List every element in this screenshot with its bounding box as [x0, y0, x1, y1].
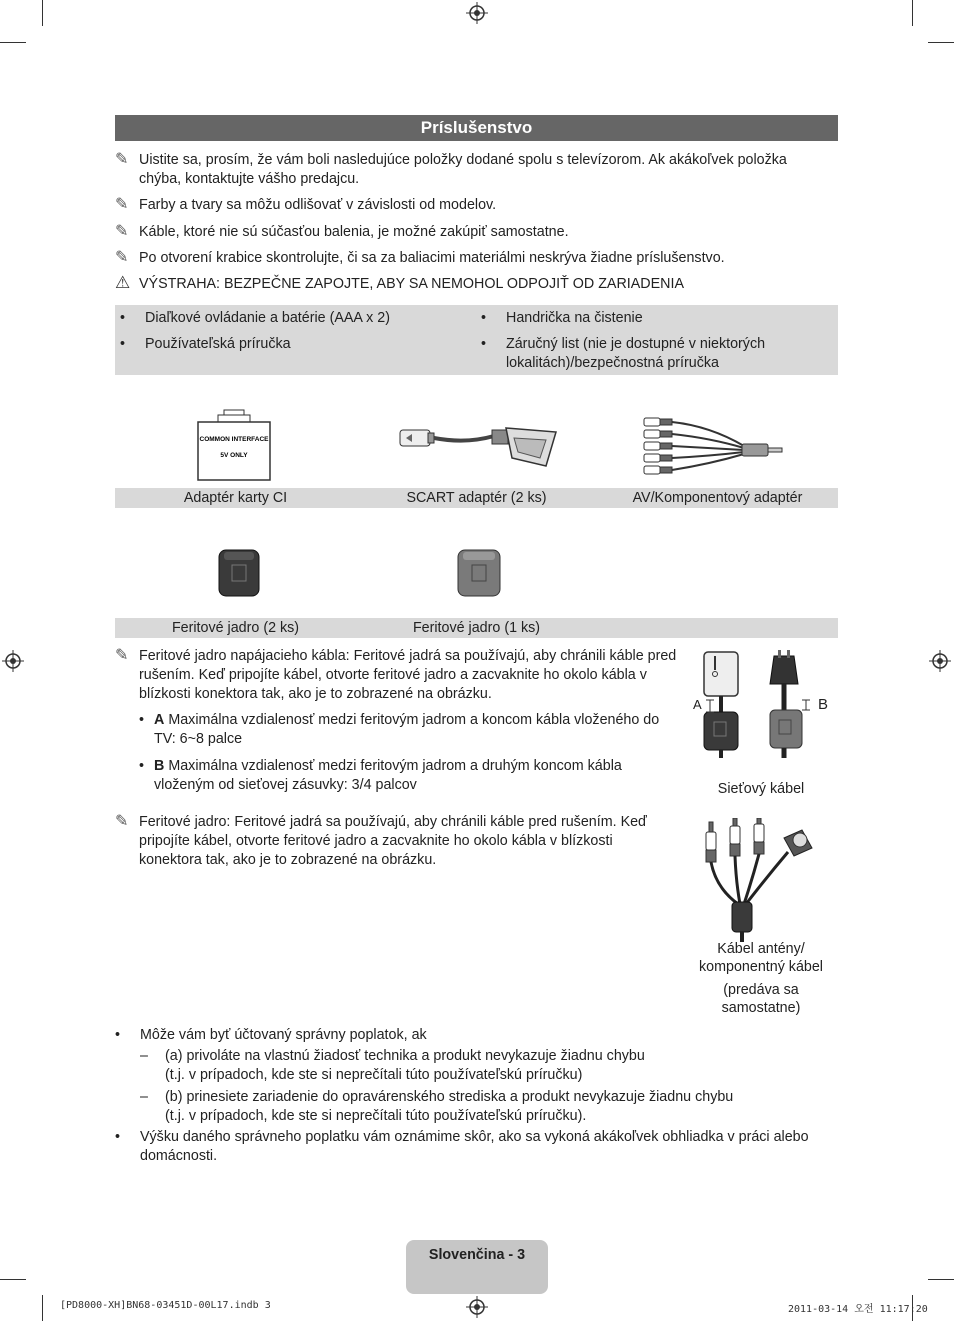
- accessory-caption: AV/Komponentový adaptér: [632, 490, 803, 506]
- warning-icon: ⚠: [115, 273, 131, 292]
- warning: [115, 275, 835, 294]
- section-title: Príslušenstvo: [115, 115, 838, 141]
- registration-mark-icon: [466, 1296, 488, 1318]
- print-info-left: [PD8000-XH]BN68-03451D-00L17.indb 3: [60, 1300, 271, 1311]
- note: [115, 196, 815, 215]
- sub-item: (b) prinesiete zariadenie do opravárenského strediska a produkt nevykazuje žiadnu chybu (t.j. v prípadoch, kde ste si neprečítali túto používateľskú príručku).: [165, 1089, 734, 1124]
- label-b: B: [818, 696, 829, 713]
- note-text: Uistite sa, prosím, že vám boli nasledujúce položky dodané spolu s televízorom. Ak akákoľvek položka chýba, kontaktujte vášho predajcu.: [139, 152, 787, 187]
- list-item: • Handrička na čistenie: [481, 310, 643, 326]
- ferrite-core-dark-illustration: [216, 547, 262, 599]
- note: [115, 249, 815, 268]
- ci-card-adapter-illustration: [194, 408, 274, 484]
- list-item: • Môže vám byť účtovaný správny poplatok, ak: [115, 1027, 427, 1043]
- ferrite-power-note: ✎ Feritové jadro napájacieho kábla: Feritové jadrá sa používajú, aby chránili káble pred rušením. Keď pripojíte kábel, otvorte feritové jadro a zacvaknite ho okolo kábla v blízkosti konektora tak, ako je to zobrazené na obrázku.: [115, 647, 677, 702]
- pen-icon: ✎: [115, 151, 129, 168]
- figure-caption: Kábel antény/ komponentný kábel: [699, 941, 823, 975]
- dash-icon: –: [140, 1089, 148, 1105]
- note-text: Káble, ktoré nie sú súčasťou balenia, je možné zakúpiť samostatne.: [139, 224, 569, 240]
- note-text: Farby a tvary sa môžu odlišovať v závislosti od modelov.: [139, 197, 497, 213]
- crop-mark: [912, 0, 913, 26]
- crop-mark: [42, 1295, 43, 1321]
- accessory-caption: SCART adaptér (2 ks): [406, 490, 547, 506]
- sub-item: (a) privoláte na vlastnú žiadosť technika a produkt nevykazuje žiadnu chybu (t.j. v prípadoch, kde ste si neprečítali túto používateľskú príručku): [165, 1048, 645, 1083]
- pen-icon: ✎: [115, 223, 129, 240]
- pen-icon: ✎: [115, 813, 129, 830]
- print-info-right: 2011-03-14 오전 11:17:20: [788, 1304, 928, 1315]
- list-item: • Záručný list (nie je dostupné v niektorých lokalitách)/bezpečnostná príručka: [481, 336, 766, 371]
- list-item: • A Maximálna vzdialenosť medzi feritovým jadrom a koncom kábla vloženého do TV: 6~8 palce: [139, 712, 660, 747]
- crop-mark: [42, 0, 43, 26]
- list-item: • Výšku daného správneho poplatku vám oznámime skôr, ako sa vykoná akákoľvek obhliadka v práci alebo domácnosti.: [115, 1129, 809, 1164]
- page-number: Slovenčina - 3: [406, 1240, 548, 1294]
- note: [115, 223, 815, 242]
- power-cable-illustration: [690, 650, 835, 760]
- crop-mark: [0, 42, 26, 43]
- list-item: • Diaľkové ovládanie a batérie (AAA x 2): [120, 310, 390, 326]
- crop-mark: [928, 1279, 954, 1280]
- pen-icon: ✎: [115, 249, 129, 266]
- warning-text: VÝSTRAHA: BEZPEČNE ZAPOJTE, ABY SA NEMOHOL ODPOJIŤ OD ZARIADENIA: [139, 276, 684, 292]
- registration-mark-icon: [929, 650, 951, 672]
- crop-mark: [0, 1279, 26, 1280]
- label-a: A: [693, 697, 702, 712]
- av-component-adapter-illustration: [640, 412, 786, 482]
- accessory-caption: Feritové jadro (2 ks): [171, 620, 300, 636]
- ferrite-other-note: ✎ Feritové jadro: Feritové jadrá sa používajú, aby chránili káble pred rušením. Keď pripojíte kábel, otvorte feritové jadro a zacvaknite ho okolo kábla v blízkosti konektora tak, ako je to zobrazené na obrázku.: [115, 813, 647, 868]
- antenna-component-cable-illustration: [696, 818, 826, 942]
- ci-card-label: COMMON INTERFACE: [199, 436, 269, 443]
- pen-icon: ✎: [115, 647, 129, 664]
- note: [115, 151, 815, 189]
- ferrite-core-gray-illustration: [455, 547, 503, 599]
- registration-mark-icon: [2, 650, 24, 672]
- list-item: • Používateľská príručka: [120, 336, 291, 352]
- crop-mark: [928, 42, 954, 43]
- figure-caption: Sieťový kábel: [717, 781, 805, 797]
- accessory-caption: Adaptér karty CI: [183, 490, 288, 506]
- note-text: Po otvorení krabice skontrolujte, či sa za baliacimi materiálmi neskrýva žiadne príslušenstvo.: [139, 250, 725, 266]
- scart-adapter-illustration: [396, 418, 558, 474]
- registration-mark-icon: [466, 2, 488, 24]
- pen-icon: ✎: [115, 196, 129, 213]
- accessory-caption: Feritové jadro (1 ks): [412, 620, 541, 636]
- ci-card-label: 5V ONLY: [220, 452, 248, 459]
- list-item: • B Maximálna vzdialenosť medzi feritovým jadrom a druhým koncom kábla vloženým od sieťovej zásuvky: 3/4 palcov: [139, 758, 622, 793]
- figure-caption: (predáva sa samostatne): [721, 982, 801, 1016]
- dash-icon: –: [140, 1048, 148, 1064]
